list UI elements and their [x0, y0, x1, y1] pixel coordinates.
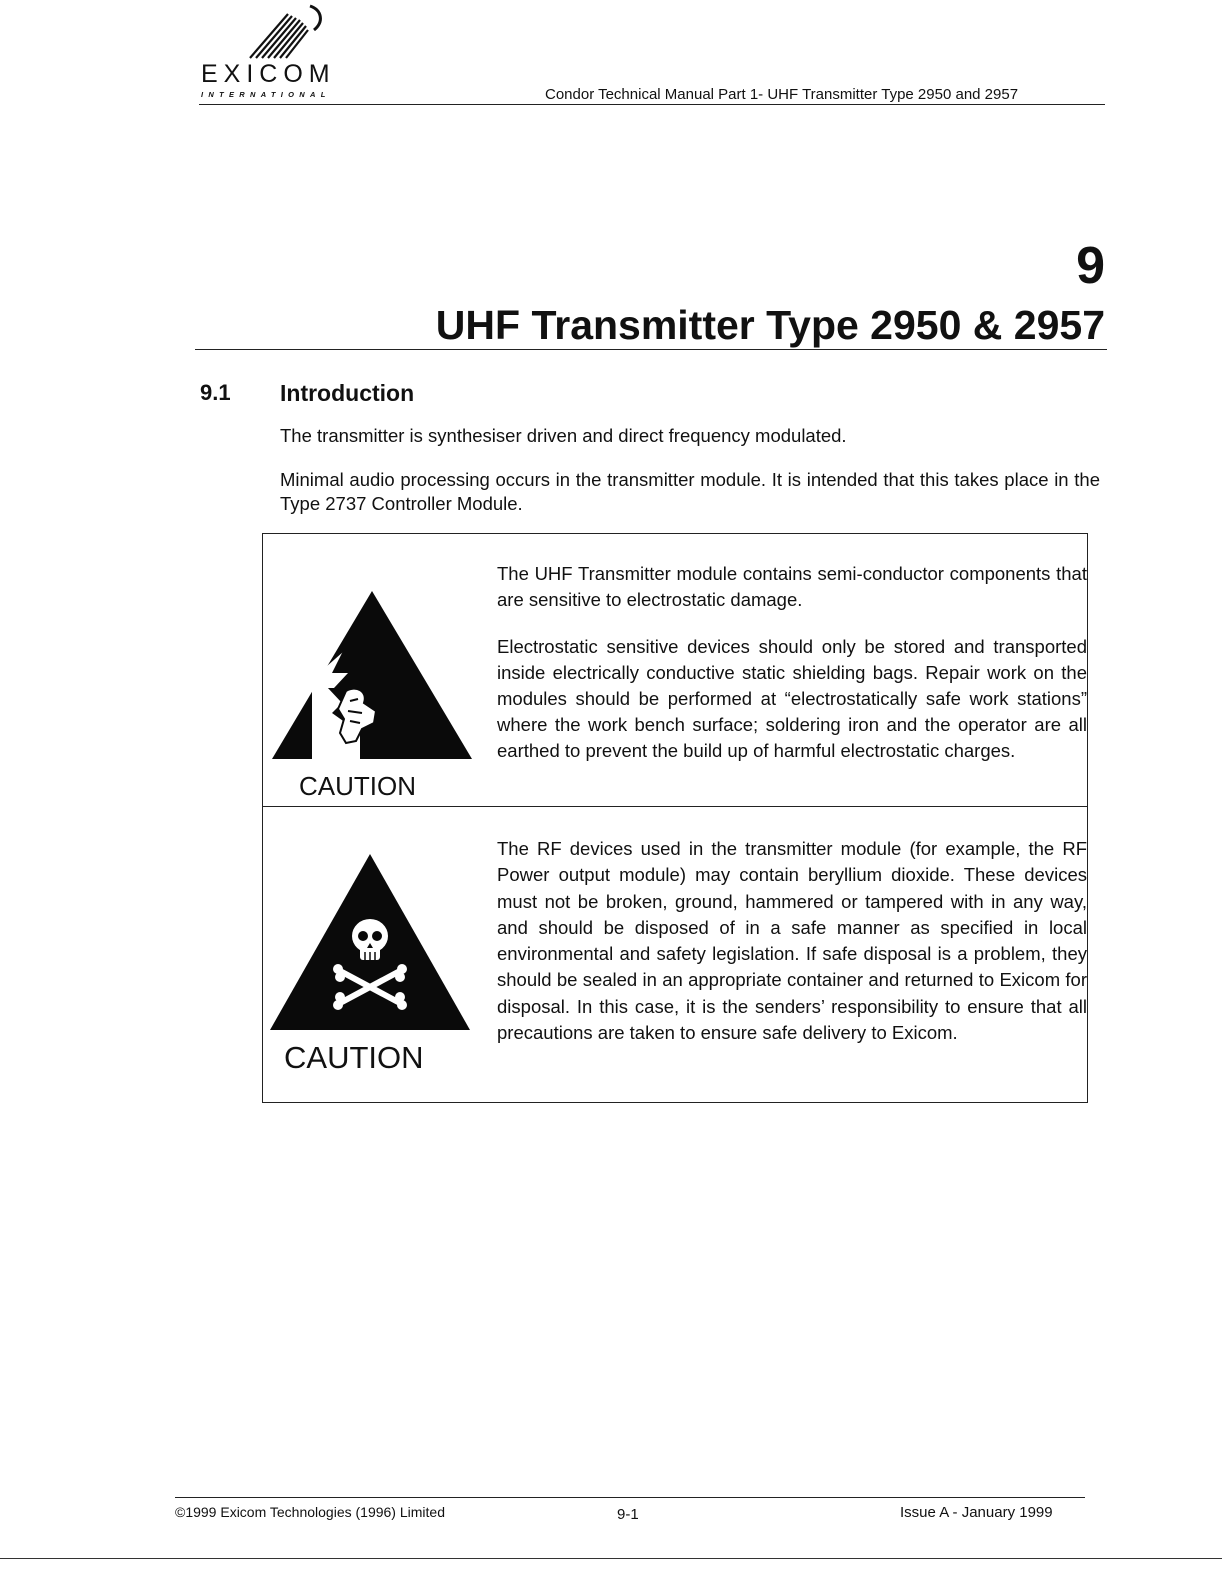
- section-title: Introduction: [280, 380, 415, 406]
- section-number: 9.1: [200, 380, 231, 405]
- header-divider: [199, 104, 1105, 105]
- electrostatic-warning-icon: [272, 583, 472, 763]
- page-number: 9-1: [617, 1506, 639, 1523]
- chapter-title: UHF Transmitter Type 2950 & 2957: [435, 302, 1105, 348]
- running-header-title: Condor Technical Manual Part 1- UHF Transmitter Type 2950 and 2957: [545, 86, 1019, 103]
- page-bottom-edge: [0, 1558, 1222, 1559]
- logo-subtitle: INTERNATIONAL: [201, 90, 331, 99]
- caution-label: CAUTION: [299, 771, 416, 801]
- intro-paragraph: Minimal audio processing occurs in the transmitter module. It is intended that this takes place in the Type 2737 Controller Module.: [280, 469, 1100, 514]
- footer-divider: [175, 1497, 1085, 1498]
- footer-copyright: ©1999 Exicom Technologies (1996) Limited: [175, 1504, 445, 1520]
- caution-paragraph: The UHF Transmitter module contains semi-conductor components that are sensitive to electrostatic damage.: [497, 563, 1087, 610]
- logo-wordmark: EXICOM: [201, 60, 336, 88]
- footer-issue: Issue A - January 1999: [900, 1504, 1053, 1521]
- exicom-logo-icon: [240, 0, 330, 62]
- chapter-divider: [195, 349, 1107, 350]
- caution-divider: [262, 806, 1088, 807]
- caution-paragraph: Electrostatic sensitive devices should only be stored and transported inside electrically conductive static shielding bags. Repair work on the modules should be performed at “electrostatically safe work stations” where the work bench surface; soldering iron and the operator are all earthed to prevent the build up of harmful electrostatic charges.: [497, 636, 1087, 761]
- caution-label: CAUTION: [284, 1040, 424, 1075]
- skull-crossbones-warning-icon: [268, 852, 472, 1032]
- caution-paragraph: The RF devices used in the transmitter module (for example, the RF Power output module) may contain beryllium dioxide. These devices must not be broken, ground, hammered or tampered with in any way, and should be disposed of in a safe manner as specified in local environmental and safety legislation. If safe disposal is a problem, they should be sealed in an appropriate container and returned to Exicom for disposal. In this case, it is the senders’ responsibility to ensure that all precautions are taken to ensure safe delivery to Exicom.: [497, 838, 1087, 1044]
- chapter-number: 9: [1076, 237, 1105, 295]
- intro-paragraph: The transmitter is synthesiser driven and direct frequency modulated.: [280, 425, 847, 446]
